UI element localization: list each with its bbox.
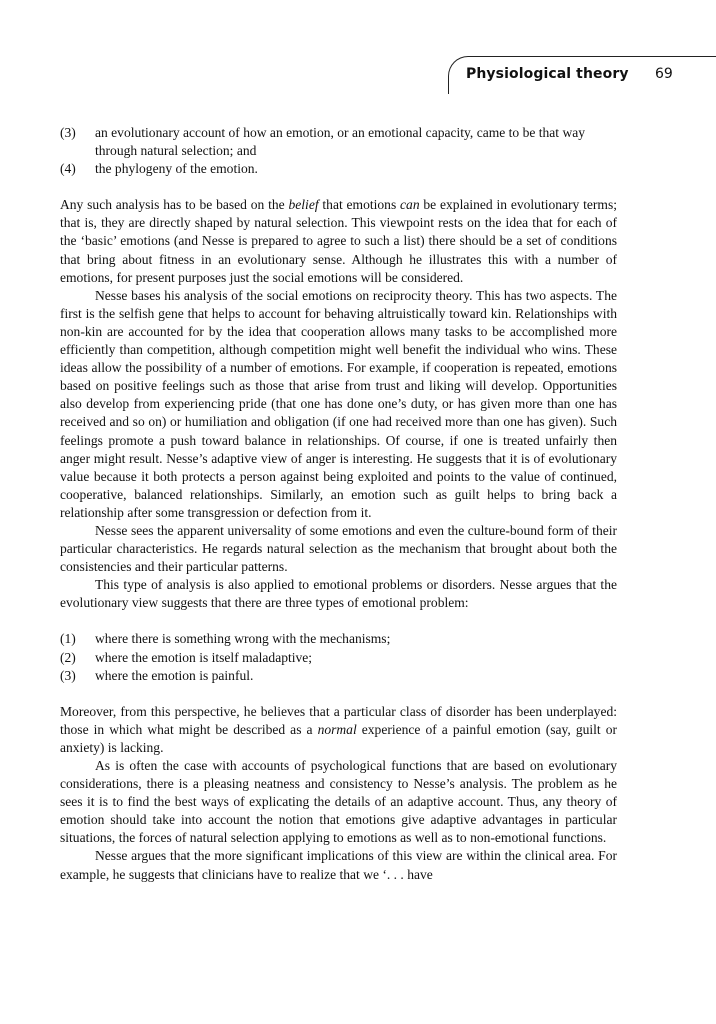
list-text: where the emotion is painful. <box>95 667 254 683</box>
paragraph-3: Nesse sees the apparent universality of some emotions and even the culture-bound form of their particular characteristics. He regards natural selection as the mechanism that brought about both the consistencies and their particular patterns. <box>60 522 617 575</box>
list-text: an evolutionary account of how an emotion, or an emotional capacity, came to be that way through natural selection; and <box>95 125 586 159</box>
paragraph-6: As is often the case with accounts of psychological functions that are based on evolutionary considerations, there is a pleasing neatness and consistency to Nesse’s analysis. The problem as he sees it is to find the best ways of explicating the details of an adaptive account. Thus, any theory of emotion should take into account the notion that emotions give adaptive advantages in particular situations, the forces of natural selection applying to emotions as well as to non-emotional functions. <box>60 758 617 846</box>
paragraph-1: Any such analysis has to be based on the belief that emotions can be explained in evolutionary terms; that is, they are directly shaped by natural selection. This viewpoint rests on the idea that for each of the ‘basic’ emotions (and Nesse is prepared to agree to such a list) there should be a set of conditions that bring about fitness in an evolutionary sense. Although he illustrates this with a number of emotions, for present purposes just the social emotions will be considered. <box>60 197 617 285</box>
page-body <box>60 124 617 884</box>
paragraph-7: Nesse argues that the more significant implications of this view are within the clinical area. For example, he suggests that clinicians have to realize that we ‘. . . have <box>60 848 617 882</box>
list-item <box>60 667 617 685</box>
list-number: (3) <box>60 667 76 683</box>
list-text: the phylogeny of the emotion. <box>95 161 258 177</box>
numbered-list-mid <box>60 630 617 684</box>
list-text: where the emotion is itself maladaptive; <box>95 649 313 665</box>
list-item <box>60 160 617 178</box>
page-number: 69 <box>655 66 673 82</box>
list-number: (1) <box>60 631 76 647</box>
numbered-list-top <box>60 124 617 178</box>
running-head: Physiological theory <box>466 66 629 82</box>
list-item <box>60 630 617 648</box>
list-number: (4) <box>60 161 76 177</box>
paragraph-5: Moreover, from this perspective, he believes that a particular class of disorder has been underplayed: those in which what might be described as a normal experience of a painful emotion (say, guilt or anxiety) is lacking. <box>60 703 617 755</box>
paragraph-4: This type of analysis is also applied to emotional problems or disorders. Nesse argues that the evolutionary view suggests that there are three types of emotional problem: <box>60 577 617 611</box>
paragraph-2: Nesse bases his analysis of the social emotions on reciprocity theory. This has two aspects. The first is the selfish gene that helps to account for behaving altruistically toward kin. Relationships with non-kin are accounted for by the idea that cooperation allows many tasks to be accomplished more efficiently than competition, although competition might well benefit the individual who wins. These ideas allow the possibility of a number of emotions. For example, if cooperation is repeated, emotions based on positive feelings such as those that arise from trust and liking will develop. Opportunities also develop from experiencing pride (that one has done one’s duty, or has given more than one has received and so on) or humiliation and obligation (if one had received more than one has given). Such feelings promote a push toward balance in relationships. Of course, if one is treated unfairly then anger might result. Nesse’s adaptive view of anger is interesting. He suggests that it is of evolutionary value because it both protects a person against being exploited and points to the value of continued, cooperative, balanced relationships. Similarly, an emotion such as guilt helps to bring back a relationship after some transgression or defection from it. <box>60 287 617 520</box>
list-item <box>60 124 617 160</box>
list-text: where there is something wrong with the mechanisms; <box>95 631 391 647</box>
list-number: (3) <box>60 125 76 140</box>
list-number: (2) <box>60 649 76 665</box>
list-item <box>60 649 617 667</box>
